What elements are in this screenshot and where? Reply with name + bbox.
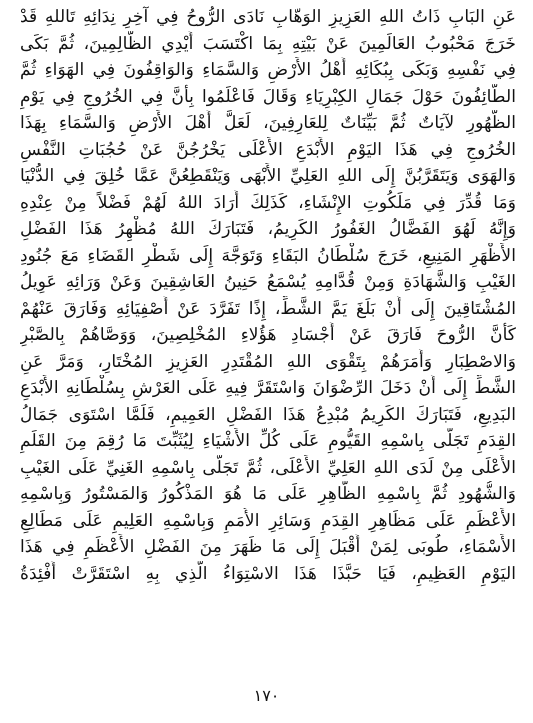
text-line: الغَيْبِ وَالشَّهَادَةِ وَمِنْ قُدَّامِهِ يُسْمَعُ حَنِينُ العَاشِقِينَ وَعَنْ وَرَائِهِ عَوِيلُ	[20, 272, 516, 292]
text-line: وَمَا قُدِّرَ فِي مَلَكُوتِ الإِنْشَاءِ، كَذَلِكَ أَرَادَ اللهُ لَهُمْ فَضْلاً مِنْ عِنْدِهِ	[20, 192, 516, 213]
text-line: الظُّهُورِ لآيَاتٌ ثُمَّ بَيِّنَاتٌ لِلعَارِفِينَ، لَعَلَّ أَهْلَ الأَرْضِ وَالسَّمَاءِ بِهَذَا	[20, 113, 516, 133]
text-line: خَرَجَ مَحْبُوبُ العَالَمِينَ عَنْ بَيْتِهِ بِمَا اكْتَسَبَ أَيْدِي الظَّالِمِينَ، ثُمَّ بَكَى	[20, 33, 516, 54]
text-line: الأَسْمَاءِ، طُوبَى لِمَنْ أَقْبَلَ إِلَى مَا ظَهَرَ مِنَ الفَضْلِ الأَعْظَمِ فِي هَذَا	[20, 537, 516, 557]
text-line: الأَعْظَمِ عَلَى مَظَاهِرِ القِدَمِ وَسَائِرِ الأُمَمِ وَبِاسْمِهِ العَلِيمِ عَلَى مَطَالِعِ	[20, 510, 516, 531]
text-line: الطَّائِفُونَ حَوْلَ جَمَالِ الكِبْرِيَاءِ وَقَالَ فَاعْلَمُوا بِأَنَّ فِي الخُرُوجِ فِي يَوْمِ	[20, 86, 516, 107]
text-line: الشَّطِّ إِلَى أَنْ دَخَلَ الرِّضْوَانَ وَاسْتَقَرَّ فِيهِ عَلَى العَرْشِ بِسُلْطَانِهِ الأَبْدَعِ	[20, 378, 516, 398]
text-line: اليَوْمِ العَظِيمِ، فَيَا حَبَّذَا هَذَا الاسْتِوَاءُ الَّذِي بِهِ اسْتَقَرَّتْ أَفْئِدَةُ	[20, 563, 516, 584]
text-line: البَدِيعِ، فَتَبَارَكَ الكَرِيمُ مُبْدِعُ هَذَا الفَضْلِ العَمِيمِ، فَلَمَّا اسْتَوَى جَمَالُ	[20, 404, 516, 425]
text-line: وَإِنَّهُ لَهُوَ الفَضَّالُ الغَفُورُ الكَرِيمُ، فَتَبَارَكَ اللهُ مُظْهِرُ هَذَا الفَضْلِ	[20, 219, 516, 239]
body-text	[20, 4, 516, 587]
text-line: فِي نَفْسِهِ وَبَكَى بِبُكَائِهِ أَهْلُ الأَرْضِ وَالسَّمَاءِ وَالوَاقِفُونَ فِي الهَوَاءِ ثُمَّ	[20, 60, 516, 80]
text-line: وَالشُّهُودِ ثُمَّ بِاسْمِهِ الظَّاهِرِ عَلَى مَا هُوَ المَذْكُورُ وَالمَسْتُورُ وَبِاسْمِهِ	[20, 484, 516, 504]
text-line: الخُرُوجِ فِي هَذَا اليَوْمِ الأَبْدَعِ الأَعْلَى يَخْرُجُنَّ عَنْ حُجُبَاتِ النَّفْسِ	[20, 139, 516, 160]
text-line: وَالهَوَى وَيَتَقَرَّبُنَّ إِلَى اللهِ العَلِيِّ الأَبْهَى وَيَنْقَطِعُنَّ عَمَّا خُلِقَ فِي الدُّنْيَا	[20, 166, 516, 186]
text-line: القِدَمِ تَجَلَّى بِاسْمِهِ القَيُّومِ عَلَى كُلِّ الأَشْيَاءِ لِيُثَبِّتَ مَا رُقِمَ مِنَ القَلَمِ	[20, 431, 516, 451]
text-line: كَأَنَّ الرُّوحَ فَارَقَ عَنْ أَجْسَادِ هَؤُلاءِ المُخْلِصِينَ، وَوَصَّاهُمْ بِالصَّبْرِ	[20, 325, 516, 345]
text-line: المُشْتَاقِينَ إِلَى أَنْ بَلَغَ يَمَّ الشَّطِّ، إِذًا تَفَرَّدَ عَنْ أَصْفِيَائِهِ وَفَارَقَ عَنْهُمْ	[20, 298, 516, 319]
text-line: الأَظْهَرِ المَنِيعِ، خَرَجَ سُلْطَانُ البَقَاءِ وَتَوَجَّهَ إِلَى شَطْرِ القَضَاءِ مَعَ جُنُودِ	[20, 245, 516, 266]
text-line: الأَعْلَى مِنْ لَدَى اللهِ العَلِيِّ الأَعْلَى، ثُمَّ تَجَلَّى بِاسْمِهِ الغَنِيِّ عَلَى الغَيْبِ	[20, 457, 516, 478]
text-line: عَنِ البَابِ ذَاتُ اللهِ العَزِيزِ الوَهّابِ نَادَى الرُّوحُ فِي آخِرِ نِدَائِهِ تَاللهِ قَدْ	[20, 7, 516, 27]
page-number: ١٧٠	[253, 686, 280, 705]
text-line: وَالاصْطِبَارِ وَأَمَرَهُمْ بِتَقْوَى اللهِ المُقْتَدِرِ العَزِيزِ المُخْتَارِ، وَمَرَّ عَنِ	[20, 351, 516, 372]
